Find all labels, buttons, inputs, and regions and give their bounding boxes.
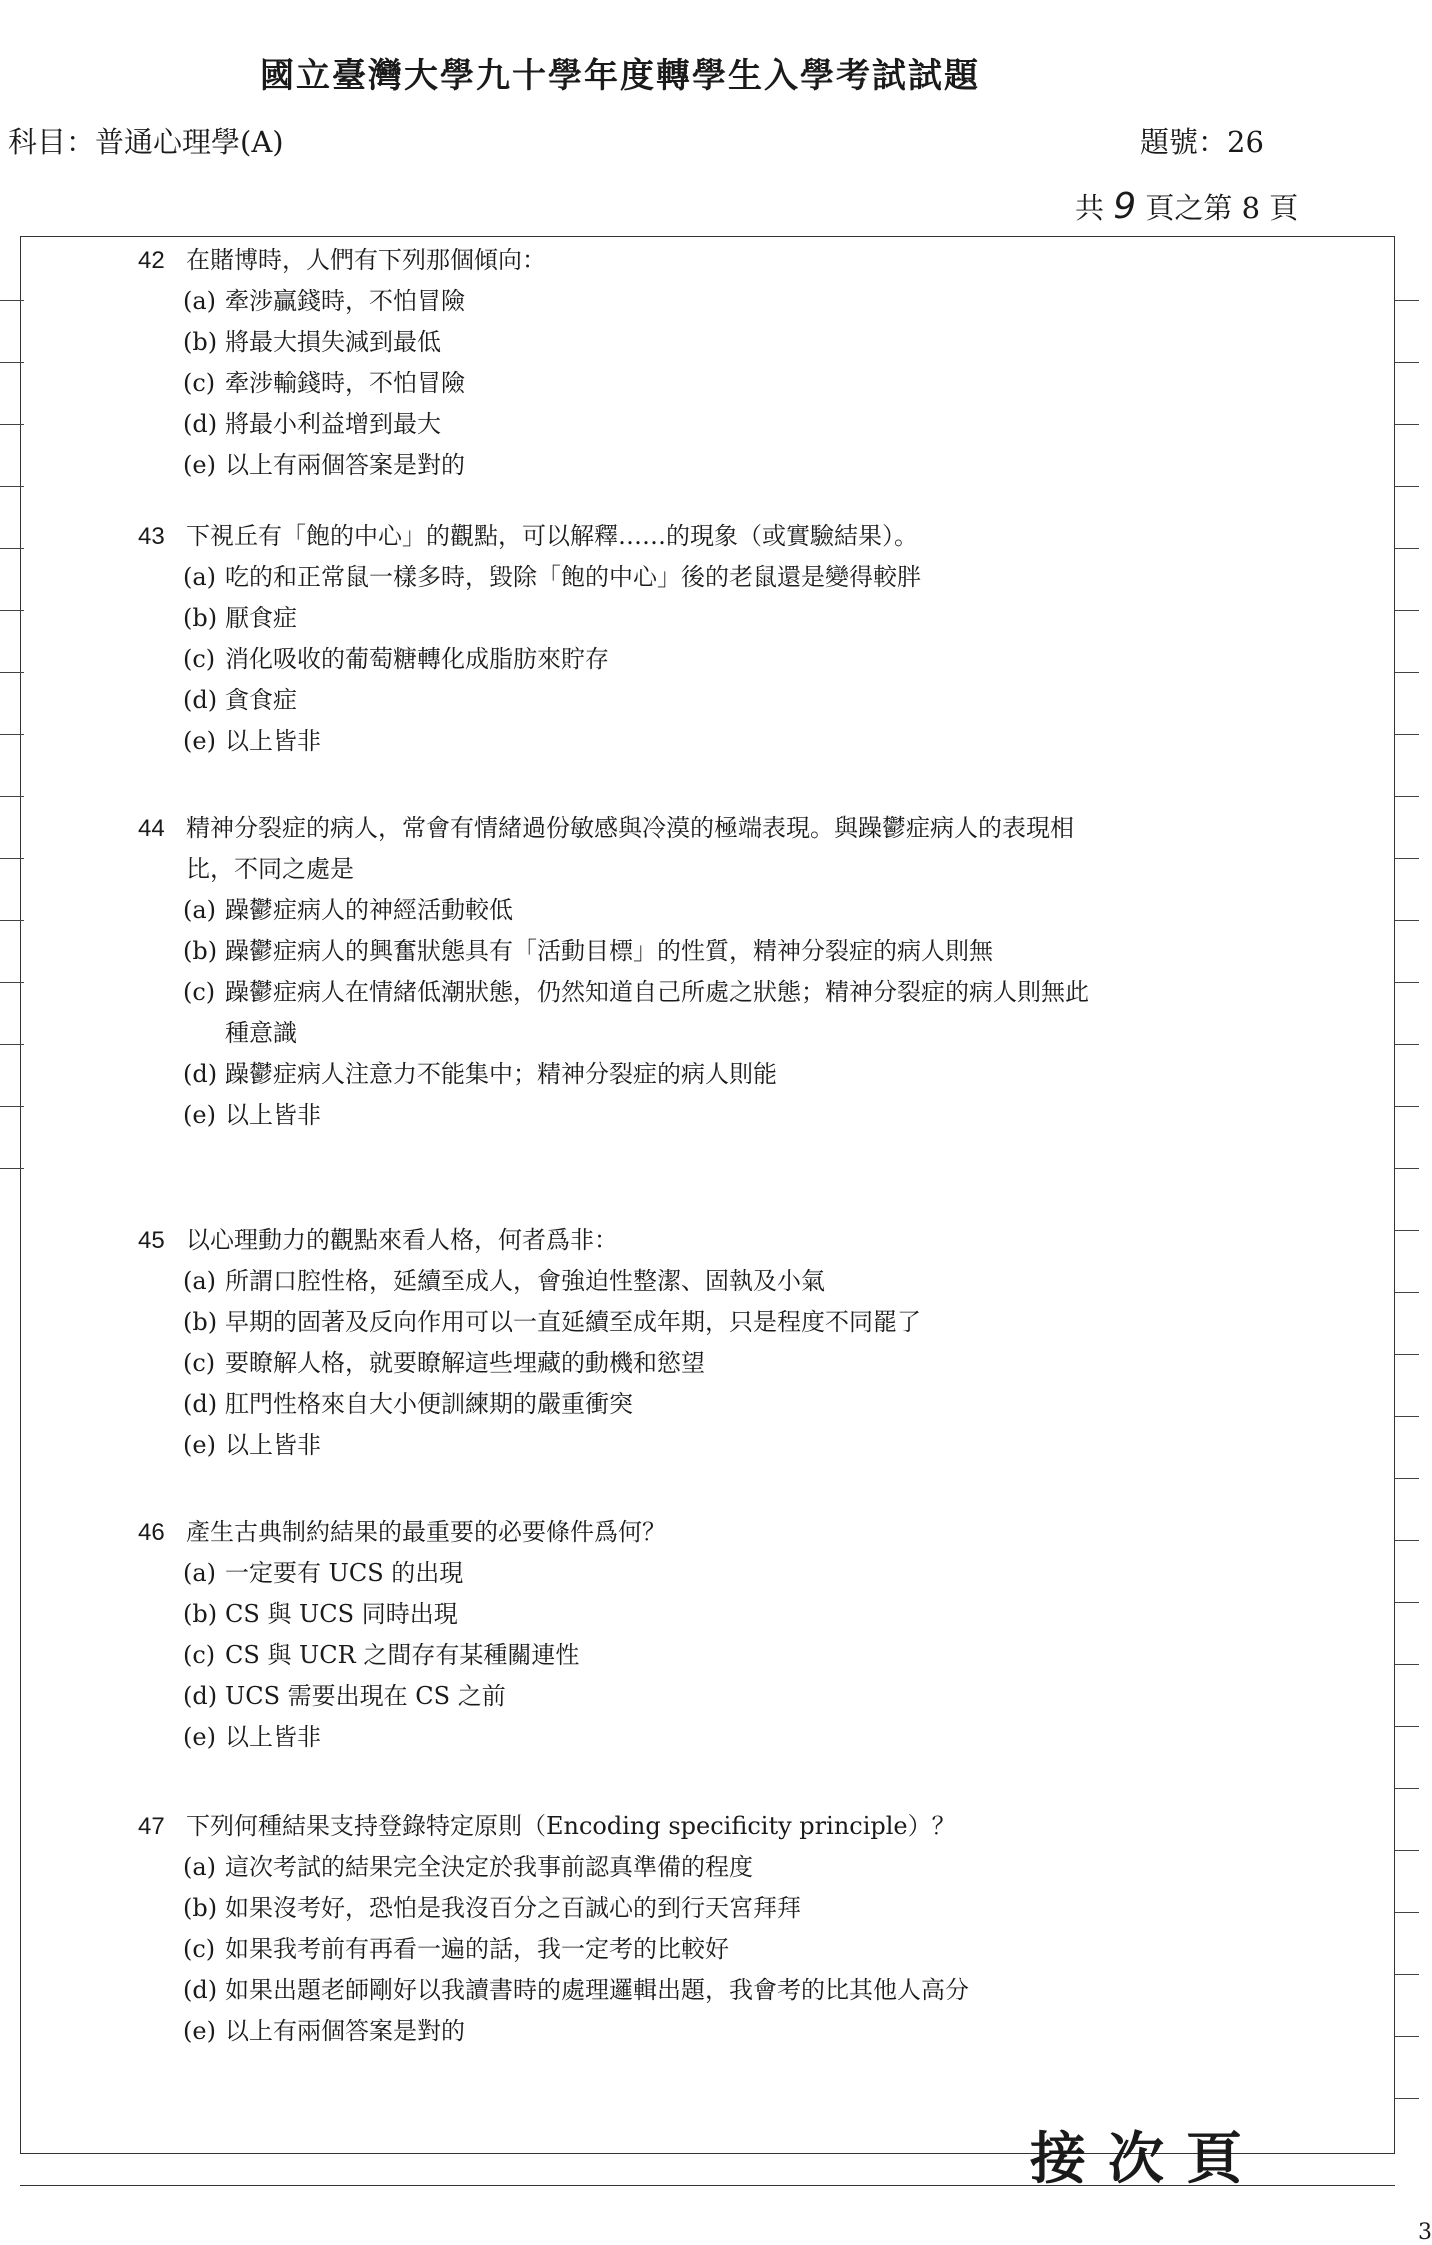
margin-tick [1395,920,1419,921]
option-label: (e) [183,2017,216,2045]
option-text: 以上皆非 [225,727,321,755]
option-d [183,1676,666,1717]
question-43 [138,516,921,762]
margin-tick [0,1168,24,1169]
bottom-rule [20,2185,1395,2186]
question-stem [138,1220,921,1261]
margin-tick [1395,2098,1419,2099]
question-stem [138,240,546,281]
option-text: 躁鬱症病人的興奮狀態具有「活動目標」的性質，精神分裂症的病人則無 [225,937,993,965]
question-text: 以心理動力的觀點來看人格，何者爲非： [186,1226,618,1254]
option-e [183,1095,1095,1136]
option-label: (c) [183,1641,216,1669]
option-label: (a) [183,896,217,924]
next-page-stamp: 接次頁 [1030,2126,1264,2192]
option-c [183,363,546,404]
page-suffix: 頁 [1269,191,1299,225]
option-e [183,1717,666,1758]
question-stem [138,1512,666,1553]
option-a [183,557,921,598]
option-label: (d) [183,1976,218,2004]
option-d [183,1384,921,1425]
margin-tick [1395,1416,1419,1417]
page-total: 9 [1113,186,1137,227]
option-e [183,445,546,486]
question-text: 精神分裂症的病人，常會有情緒過份敏感與冷漠的極端表現。與躁鬱症病人的表現相比，不同之處是 [186,814,1074,883]
margin-tick [1395,796,1419,797]
question-number-label: 45 [138,1227,165,1254]
margin-tick [1395,1602,1419,1603]
option-label: (b) [183,328,218,356]
option-d [183,680,921,721]
option-label: (e) [183,451,216,479]
option-a [183,1261,921,1302]
option-text: 將最大損失減到最低 [225,328,441,356]
question-46 [138,1512,666,1758]
question-number-label: 46 [138,1519,165,1546]
question-text: 在賭博時，人們有下列那個傾向： [186,246,546,274]
margin-tick [0,858,24,859]
option-text: 躁鬱症病人的神經活動較低 [225,896,513,924]
option-text: 以上有兩個答案是對的 [225,451,465,479]
option-label: (b) [183,937,218,965]
option-text: 以上有兩個答案是對的 [225,2017,465,2045]
option-text: 所謂口腔性格，延續至成人，會強迫性整潔、固執及小氣 [225,1267,825,1295]
margin-tick [1395,300,1419,301]
corner-mark: 3 [1418,2220,1432,2245]
option-label: (c) [183,1935,216,1963]
option-text: 將最小利益增到最大 [225,410,441,438]
margin-tick [1395,1726,1419,1727]
margin-tick [0,672,24,673]
option-text: CS 與 UCR 之間存有某種關連性 [225,1641,580,1669]
question-text: 產生古典制約結果的最重要的必要條件爲何？ [186,1518,666,1546]
option-text: 躁鬱症病人注意力不能集中；精神分裂症的病人則能 [225,1060,777,1088]
margin-tick [1395,2036,1419,2037]
option-label: (d) [183,686,218,714]
margin-tick [1395,1664,1419,1665]
option-e [183,1425,921,1466]
margin-tick [1395,1850,1419,1851]
margin-tick [1395,1912,1419,1913]
margin-tick [1395,1044,1419,1045]
option-label: (c) [183,645,216,673]
option-text: 如果沒考好，恐怕是我沒百分之百誠心的到行天宮拜拜 [225,1894,801,1922]
option-e [183,721,921,762]
question-stem [138,808,1095,890]
option-label: (a) [183,563,217,591]
margin-tick [1395,1106,1419,1107]
margin-tick [1395,548,1419,549]
question-42 [138,240,546,486]
margin-tick [0,982,24,983]
option-text: 牽涉贏錢時，不怕冒險 [225,287,465,315]
margin-tick [0,734,24,735]
option-text: 要瞭解人格，就要瞭解這些埋藏的動機和慾望 [225,1349,705,1377]
option-label: (c) [183,369,216,397]
option-text: 如果出題老師剛好以我讀書時的處理邏輯出題，我會考的比其他人高分 [225,1976,969,2004]
margin-tick [0,796,24,797]
question-stem [138,1806,969,1847]
option-text: UCS 需要出現在 CS 之前 [225,1682,506,1710]
option-a [183,1553,666,1594]
margin-tick [1395,982,1419,983]
margin-tick [0,424,24,425]
option-a [183,1847,969,1888]
option-text: 吃的和正常鼠一樣多時，毀除「飽的中心」後的老鼠還是變得較胖 [225,563,921,591]
option-label: (c) [183,978,216,1006]
page-current: 8 [1241,191,1261,225]
margin-tick [1395,1292,1419,1293]
option-b [183,598,921,639]
margin-tick [1395,672,1419,673]
question-number-label: 42 [138,247,165,274]
option-text: CS 與 UCS 同時出現 [225,1600,458,1628]
option-label: (e) [183,1723,216,1751]
margin-tick [1395,1788,1419,1789]
option-d [183,404,546,445]
question-44 [138,808,1095,1136]
margin-tick [1395,1354,1419,1355]
option-d [183,1970,969,2011]
option-a [183,281,546,322]
option-label: (b) [183,604,218,632]
option-text: 肛門性格來自大小便訓練期的嚴重衝突 [225,1390,633,1418]
margin-tick [0,548,24,549]
option-b [183,322,546,363]
option-label: (d) [183,1390,218,1418]
question-45 [138,1220,921,1466]
option-text: 躁鬱症病人在情緒低潮狀態，仍然知道自己所處之狀態；精神分裂症的病人則無此種意識 [225,978,1089,1047]
option-e [183,2011,969,2052]
option-text: 牽涉輸錢時，不怕冒險 [225,369,465,397]
margin-tick [1395,1974,1419,1975]
page-info [1075,186,1298,227]
page-mid: 頁之第 [1145,191,1233,225]
option-c [183,639,921,680]
question-number-label: 47 [138,1813,165,1840]
option-a [183,890,1095,931]
margin-tick [0,610,24,611]
option-label: (a) [183,287,217,315]
margin-tick [1395,610,1419,611]
margin-tick [0,486,24,487]
option-b [183,931,1095,972]
margin-tick [1395,486,1419,487]
option-label: (e) [183,727,216,755]
option-label: (c) [183,1349,216,1377]
option-label: (e) [183,1101,216,1129]
option-label: (b) [183,1308,218,1336]
page-prefix: 共 [1075,191,1105,225]
margin-tick [1395,1540,1419,1541]
margin-tick [1395,858,1419,859]
option-label: (a) [183,1559,217,1587]
option-label: (d) [183,410,218,438]
option-c [183,972,1095,1054]
option-text: 早期的固著及反向作用可以一直延續至成年期，只是程度不同罷了 [225,1308,921,1336]
option-text: 貪食症 [225,686,297,714]
question-stem [138,516,921,557]
option-label: (d) [183,1060,218,1088]
question-number: 題號：26 [1140,125,1264,159]
option-d [183,1054,1095,1095]
margin-tick [0,362,24,363]
option-b [183,1594,666,1635]
option-b [183,1302,921,1343]
option-label: (a) [183,1267,217,1295]
option-text: 以上皆非 [225,1431,321,1459]
option-label: (a) [183,1853,217,1881]
margin-tick [0,1106,24,1107]
option-c [183,1635,666,1676]
option-text: 厭食症 [225,604,297,632]
option-text: 一定要有 UCS 的出現 [225,1559,464,1587]
page-title: 國立臺灣大學九十學年度轉學生入學考試試題 [260,56,980,96]
option-text: 如果我考前有再看一遍的話，我一定考的比較好 [225,1935,729,1963]
option-text: 這次考試的結果完全決定於我事前認真準備的程度 [225,1853,753,1881]
margin-tick [1395,734,1419,735]
margin-tick [0,300,24,301]
option-label: (b) [183,1600,218,1628]
margin-tick [1395,1168,1419,1169]
option-label: (e) [183,1431,216,1459]
option-text: 以上皆非 [225,1723,321,1751]
option-label: (d) [183,1682,218,1710]
subject-label: 科目：普通心理學(A) [8,125,284,159]
margin-tick [1395,424,1419,425]
margin-tick [1395,362,1419,363]
question-number-label: 43 [138,523,165,550]
option-text: 以上皆非 [225,1101,321,1129]
option-label: (b) [183,1894,218,1922]
margin-tick [1395,1230,1419,1231]
question-text: 下視丘有「飽的中心」的觀點，可以解釋……的現象（或實驗結果）。 [186,522,918,550]
margin-tick [0,1044,24,1045]
option-b [183,1888,969,1929]
question-text: 下列何種結果支持登錄特定原則（Encoding specificity principle）？ [186,1812,956,1840]
question-47 [138,1806,969,2052]
option-text: 消化吸收的葡萄糖轉化成脂肪來貯存 [225,645,609,673]
margin-tick [1395,1478,1419,1479]
option-c [183,1929,969,1970]
option-c [183,1343,921,1384]
margin-tick [0,920,24,921]
question-number-label: 44 [138,815,165,842]
